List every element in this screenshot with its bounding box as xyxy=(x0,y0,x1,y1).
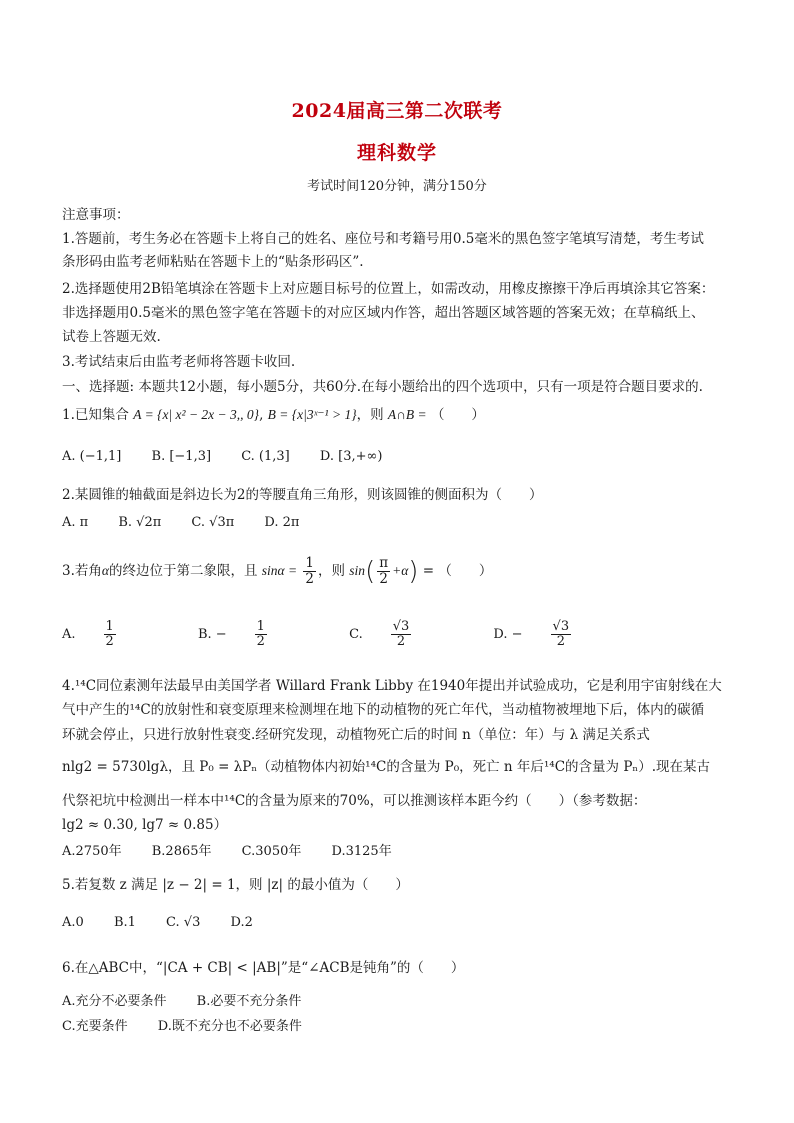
q3-opt-b-fraction xyxy=(255,620,293,650)
q1-paren: （ ） xyxy=(430,407,485,423)
q3-opt-d-num: √3 xyxy=(552,619,570,634)
note-2-line-2: 非选择题用0.5毫米的黑色签字笔在答题卡的对应区域内作答，超出答题区域答题的答案无效；在草稿纸上、 xyxy=(62,305,705,321)
q3-alpha: α xyxy=(101,562,109,578)
note-3: 3.考试结束后由监考老师将答题卡收回. xyxy=(62,354,296,370)
question-4-line-3: 环就会停止，只进行放射性衰变.经研究发现，动植物死亡后的时间 n（单位：年）与 λ 满足关系式 xyxy=(62,727,650,743)
q1-stem-a: 1.已知集合 xyxy=(62,407,129,423)
q2-option-c: C. √3π xyxy=(191,515,235,530)
question-4-line-4: nlg2 = 5730lgλ，且 P₀ = λPₙ（动植物体内初始¹⁴C的含量为 P₀，死亡 n 年后¹⁴C的含量为 Pₙ）.现在某古 xyxy=(62,759,711,775)
q3-opt-c-label: C. xyxy=(349,627,363,643)
q1-set-b: B = {x|3ˣ⁻¹ > 1} xyxy=(267,407,357,422)
question-4-line-6: lg2 ≈ 0.30, lg7 ≈ 0.85） xyxy=(62,817,228,833)
q3-half-fraction xyxy=(303,556,316,587)
q6-options-row-2 xyxy=(62,1015,328,1034)
q3-opt-d-den: 2 xyxy=(556,634,565,650)
q3-pi-fraction xyxy=(377,556,390,587)
q6-option-c: C.充要条件 xyxy=(62,1019,128,1034)
q3-stem-b: 的终边位于第二象限，且 xyxy=(108,562,258,579)
q3-half-den: 2 xyxy=(305,570,314,587)
q3-plus-alpha: +α xyxy=(392,562,409,578)
q4-options xyxy=(62,840,418,859)
question-2: 2.某圆锥的轴截面是斜边长为2的等腰直角三角形，则该圆锥的侧面积为（ ） xyxy=(62,487,543,503)
section-heading: 一、选择题: 本题共12小题，每小题5分，共60分.在每小题给出的四个选项中，只有一项是符合题目要求的. xyxy=(62,379,703,395)
q4-option-d: D.3125年 xyxy=(331,844,392,859)
exam-subject: 理科数学 xyxy=(356,142,437,164)
exam-title: 2024届高三第二次联考 xyxy=(291,100,503,122)
q3-opt-a-label: A. xyxy=(62,627,76,643)
q4-option-c: C.3050年 xyxy=(241,844,302,859)
q6-options-row-1 xyxy=(62,990,327,1009)
q3-opt-b-den: 2 xyxy=(256,634,265,650)
q3-option-c xyxy=(349,619,463,650)
q5-options xyxy=(62,915,279,930)
q1-option-d: D. [3,+∞) xyxy=(319,449,383,464)
q3-opt-c-fraction xyxy=(391,620,438,650)
q3-opt-c-num: √3 xyxy=(392,619,410,634)
q3-opt-d-label: D. − xyxy=(493,627,523,643)
q3-opt-a-fraction xyxy=(104,620,142,650)
q3-options xyxy=(62,620,649,650)
q3-opt-a-den: 2 xyxy=(105,634,114,650)
note-1-line-2: 条形码由监考老师粘贴在答题卡上的“贴条形码区”. xyxy=(62,254,364,270)
q1-option-c: C. (1,3] xyxy=(241,449,290,464)
q3-left-paren-icon: ( xyxy=(365,556,376,587)
q4-option-b: B.2865年 xyxy=(151,844,212,859)
q3-opt-a-num: 1 xyxy=(105,619,114,634)
q3-half-num: 1 xyxy=(305,555,314,571)
question-1 xyxy=(62,403,485,423)
question-4-line-1: 4.¹⁴C同位素测年法最早由美国学者 Willard Frank Libby 在1940年提出并试验成功，它是利用宇宙射线在大 xyxy=(62,678,722,694)
q3-paren: （ ） xyxy=(438,562,493,579)
q3-option-d xyxy=(493,619,623,650)
q3-pi-den: 2 xyxy=(379,570,388,587)
note-2-line-1: 2.选择题使用2B铅笔填涂在答题卡上对应题目标号的位置上，如需改动，用橡皮擦擦干净后再填涂其它答案： xyxy=(62,281,715,297)
q2-option-a: A. π xyxy=(62,515,89,530)
note-2-line-3: 试卷上答题无效. xyxy=(62,329,161,345)
q3-sin-b: sin xyxy=(349,562,366,578)
q3-option-b xyxy=(197,619,319,650)
q3-opt-c-den: 2 xyxy=(396,634,406,650)
q6-option-d: D.既不充分也不必要条件 xyxy=(157,1019,302,1034)
question-5: 5.若复数 z 满足 |z − 2| = 1，则 |z| 的最小值为（ ） xyxy=(62,877,409,893)
q1-stem-b: ，则 xyxy=(356,407,384,423)
q3-sin-a: sinα = xyxy=(261,562,298,578)
q2-option-b: B. √2π xyxy=(118,515,162,530)
q1-set-a: A = {x| x² − 2x − 3,, 0} xyxy=(133,407,260,422)
q3-stem-a: 3.若角 xyxy=(62,562,102,579)
question-4-line-2: 气中产生的¹⁴C的放射性和衰变原理来检测埋在地下的动植物的死亡年代，当动植物被埋地下后，体内的碳循 xyxy=(62,702,705,718)
q2-option-d: D. 2π xyxy=(264,515,300,530)
q6-option-b: B.必要不充分条件 xyxy=(196,994,302,1009)
q5-option-a: A.0 xyxy=(62,915,84,930)
q3-opt-b-label: B. − xyxy=(197,627,227,643)
q1-option-a: A. (−1,1] xyxy=(62,449,122,464)
question-3 xyxy=(62,556,492,587)
q5-option-b: B.1 xyxy=(113,915,136,930)
q4-option-a: A.2750年 xyxy=(62,844,122,859)
q1-expr: A∩B = xyxy=(387,407,427,422)
q3-opt-b-num: 1 xyxy=(256,619,265,634)
note-1-line-1: 1.答题前，考生务必在答题卡上将自己的姓名、座位号和考籍号用0.5毫米的黑色签字笔填写清楚，考生考试 xyxy=(62,231,704,247)
q3-pi-num: π xyxy=(379,555,389,571)
q5-option-c: C. √3 xyxy=(166,915,201,930)
q6-option-a: A.充分不必要条件 xyxy=(62,994,167,1009)
q3-option-a xyxy=(62,619,168,650)
q5-option-d: D.2 xyxy=(230,915,253,930)
question-6: 6.在△ABC中，“|CA + CB| < |AB|”是“∠ACB是钝角”的（ ） xyxy=(62,960,465,976)
q1-option-b: B. [−1,3] xyxy=(151,449,212,464)
q3-eq: = xyxy=(422,562,435,579)
q2-options xyxy=(62,515,325,530)
q3-opt-d-fraction xyxy=(551,620,598,650)
exam-info: 考试时间120分钟，满分150分 xyxy=(307,179,487,194)
q1-options xyxy=(62,449,408,464)
question-4-line-5: 代祭祀坑中检测出一样本中¹⁴C的含量为原来的70%，可以推测该样本距今约（ ）（参考数据： xyxy=(62,793,647,809)
q3-right-paren-icon: ) xyxy=(408,556,419,587)
q1-comma: , xyxy=(259,407,264,423)
notes-heading: 注意事项： xyxy=(62,207,130,223)
q3-stem-c: ，则 xyxy=(318,562,345,579)
